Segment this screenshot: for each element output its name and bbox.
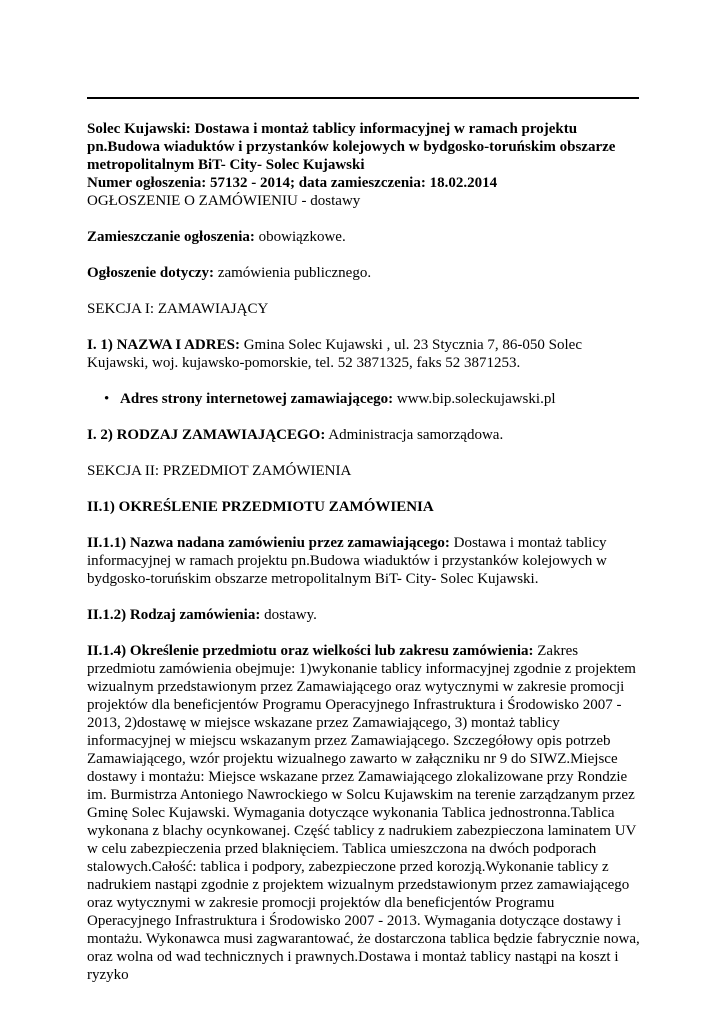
contract-scope-label: II.1.4) Określenie przedmiotu oraz wielkości lub zakresu zamówienia:: [87, 643, 534, 659]
authority-type-paragraph: [87, 426, 642, 444]
contract-name-label: II.1.1) Nazwa nadana zamówieniu przez zamawiającego:: [87, 535, 450, 551]
concerns-paragraph: [87, 264, 642, 282]
subject-subheading: II.1) OKREŚLENIE PRZEDMIOTU ZAMÓWIENIA: [87, 499, 434, 515]
notice-title-line-1: Solec Kujawski: Dostawa i montaż tablicy informacyjnej w ramach projektu: [87, 121, 578, 137]
authority-type-value: Administracja samorządowa.: [325, 427, 504, 443]
contract-name-value: Dostawa i montaż tablicy informacyjnej w ramach projektu pn.Budowa wiaduktów i przystanków kolejowych w bydgosko-toruńskim obszarze metropolitalnym BiT- City- Solec Kujawski.: [87, 535, 607, 587]
notice-number-line: Numer ogłoszenia: 57132 - 2014; data zamieszczenia: 18.02.2014: [87, 175, 498, 191]
top-horizontal-rule: [87, 97, 639, 99]
website-list-item: [87, 390, 642, 408]
website-label: Adres strony internetowej zamawiającego:: [120, 391, 394, 407]
contract-scope-value: Zakres przedmiotu zamówienia obejmuje: 1)wykonanie tablicy informacyjnej zgodnie z projektem wizualnym przedstawionym przez Zamawiającego oraz wytycznymi w zakresie promocji projektów dla beneficjentów Programu Operacyjnego Infrastruktura i Środowisko 2007 - 2013, 2)dostawę w miejsce wskazane przez Zamawiającego, 3) montaż tablicy informacyjnej w miejscu wskazanym przez Zamawiającego. Szczegółowy opis potrzeb Zamawiającego, wzór projektu wizualnego zawarto w załączniku nr 9 do SIWZ.Miejsce dostawy i montażu: Miejsce wskazane przez Zamawiającego zlokalizowane przy Rondzie im. Burmistrza Antoniego Nawrockiego w Solcu Kujawskim na terenie zarządzanym przez Gminę Solec Kujawski. Wymagania dotyczące wykonania Tablica jednostronna.Tablica wykonana z blachy ocynkowanej. Część tablicy z nadrukiem zabezpieczona laminatem UV w celu zabezpieczenia przed blaknięciem. Tablica umieszczona na dwóch podporach stalowych.Całość: tablica i podpory, zabezpieczone przed korozją.Wykonanie tablicy z nadrukiem nastąpi zgodnie z projektem wizualnym przedstawionym przez zamawiającego oraz wytycznymi w zakresie promocji projektów dla beneficjentów Programu Operacyjnego Infrastruktura i Środowisko 2007 - 2013. Wymagania dotyczące dostawy i montażu. Wykonawca musi zagwarantować, że dostarczona tablica będzie fabrycznie nowa, oraz wolna od wad technicznych i prawnych.Dostawa i montaż tablicy nastąpi na koszt i ryzyko: [87, 643, 640, 983]
contract-kind-label: II.1.2) Rodzaj zamówienia:: [87, 607, 261, 623]
concerns-value: zamówienia publicznego.: [214, 265, 372, 281]
notice-title-line-2: pn.Budowa wiaduktów i przystanków kolejowych w bydgosko-toruńskim obszarze: [87, 139, 616, 155]
bullet-icon: •: [104, 391, 110, 407]
contract-kind-paragraph: [87, 606, 642, 624]
section-1-heading: SEKCJA I: ZAMAWIAJĄCY: [87, 301, 269, 317]
publication-label: Zamieszczanie ogłoszenia:: [87, 229, 255, 245]
notice-title-line-3: metropolitalnym BiT- City- Solec Kujawski: [87, 157, 365, 173]
contract-name-paragraph: [87, 534, 642, 588]
contracting-authority-label: I. 1) NAZWA I ADRES:: [87, 337, 240, 353]
contract-kind-value: dostawy.: [260, 607, 317, 623]
authority-type-label: I. 2) RODZAJ ZAMAWIAJĄCEGO:: [87, 427, 326, 443]
publication-paragraph: [87, 228, 642, 246]
section-2-heading: SEKCJA II: PRZEDMIOT ZAMÓWIENIA: [87, 463, 352, 479]
concerns-label: Ogłoszenie dotyczy:: [87, 265, 215, 281]
contracting-authority-paragraph: [87, 336, 642, 372]
contracting-authority-value: Gmina Solec Kujawski , ul. 23 Stycznia 7, 86-050 Solec Kujawski, woj. kujawsko-pomorskie, tel. 52 3871325, faks 52 3871253.: [87, 337, 582, 371]
contract-scope-paragraph: [87, 642, 642, 984]
document-content: [87, 120, 642, 984]
publication-value: obowiązkowe.: [254, 229, 346, 245]
website-value: www.bip.soleckujawski.pl: [393, 391, 556, 407]
notice-type-line: OGŁOSZENIE O ZAMÓWIENIU - dostawy: [87, 193, 361, 209]
